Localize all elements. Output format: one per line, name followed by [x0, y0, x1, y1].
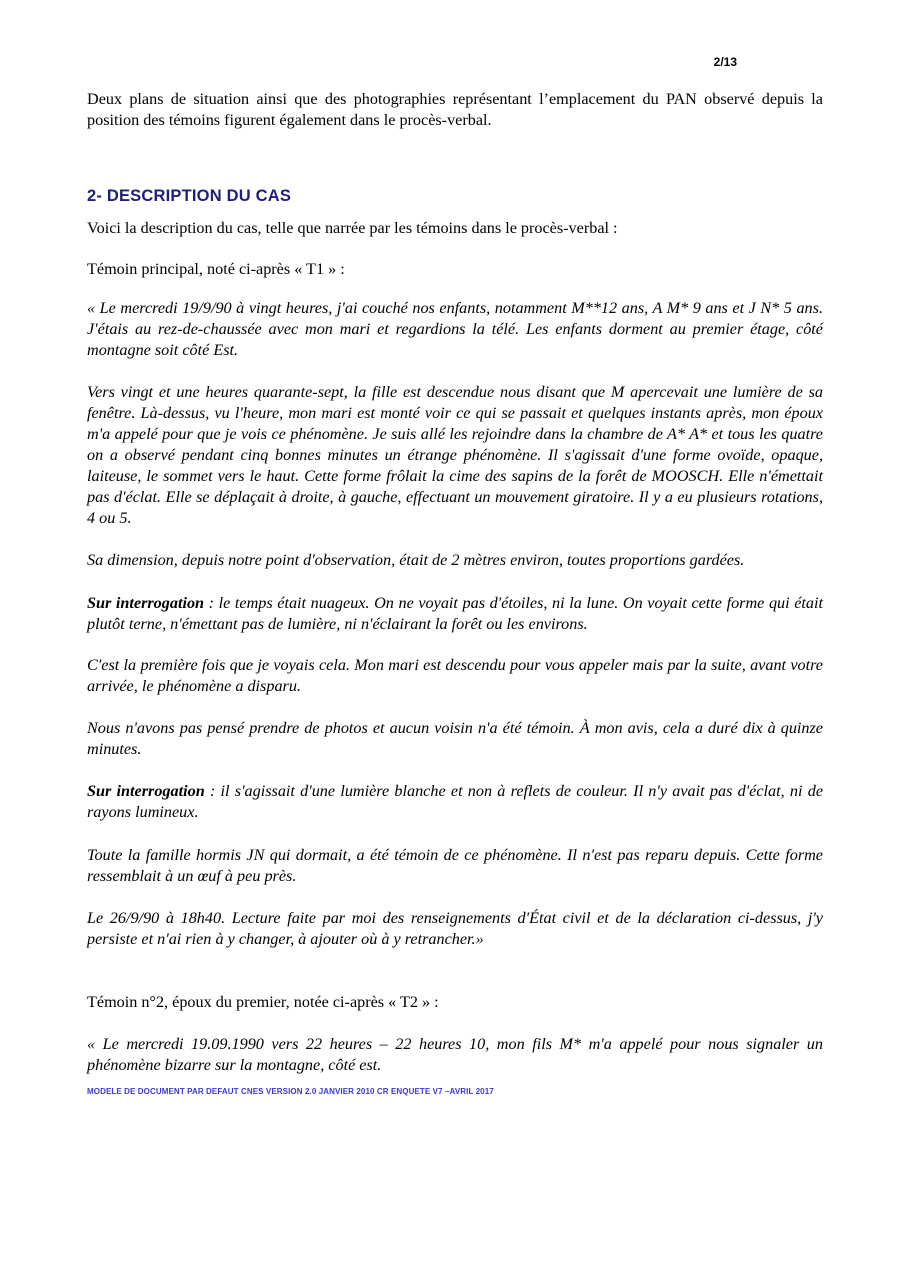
witness1-paragraph-7-text: : il s'agissait d'une lumière blanche et non à reflets de couleur. Il n'y avait pas d'éclat, ni de rayons lumineux.: [87, 782, 823, 821]
interrogation-label-2: Sur interrogation: [87, 782, 205, 800]
witness1-paragraph-1: « Le mercredi 19/9/90 à vingt heures, j'ai couché nos enfants, notamment M**12 ans, A M* 9 ans et J N* 5 ans. J'étais au rez-de-chaussée avec mon mari et regardions la télé. Les enfants dorment au premier étage, côté montagne soit côté Est.: [87, 299, 823, 359]
interrogation-label-1: Sur interrogation: [87, 594, 205, 612]
witness1-paragraph-9: Le 26/9/90 à 18h40. Lecture faite par moi des renseignements d'État civil et de la déclaration ci-dessus, j'y persiste et n'ai rien à y changer, à ajouter où à y retrancher.»: [87, 909, 823, 948]
intro-line: Voici la description du cas, telle que narrée par les témoins dans le procès-verbal :: [87, 219, 618, 237]
witness1-heading: Témoin principal, noté ci-après « T1 » :: [87, 260, 345, 278]
witness1-paragraph-4-text: : le temps était nuageux. On ne voyait pas d'étoiles, ni la lune. On voyait cette forme qui était plutôt terne, n'émettant pas de lumière, ni n'éclairant la forêt ou les environs.: [87, 594, 823, 633]
witness1-paragraph-3: Sa dimension, depuis notre point d'observation, était de 2 mètres environ, toutes proportions gardées.: [87, 551, 745, 569]
witness1-paragraph-8: Toute la famille hormis JN qui dormait, a été témoin de ce phénomène. Il n'est pas reparu depuis. Cette forme ressemblait à un œuf à peu près.: [87, 846, 823, 885]
witness1-paragraph-4: [87, 593, 823, 635]
intro-paragraph: Deux plans de situation ainsi que des photographies représentant l’emplacement du PAN observé depuis la position des témoins figurent également dans le procès-verbal.: [87, 90, 823, 129]
footer: MODELE DE DOCUMENT PAR DEFAUT CNES VERSION 2.0 JANVIER 2010 CR ENQUETE V7 –AVRIL 2017: [87, 1087, 494, 1096]
witness1-paragraph-6: Nous n'avons pas pensé prendre de photos et aucun voisin n'a été témoin. À mon avis, cela a duré dix à quinze minutes.: [87, 719, 823, 758]
witness1-paragraph-2: Vers vingt et une heures quarante-sept, la fille est descendue nous disant que M apercevait une lumière de sa fenêtre. Là-dessus, vu l'heure, mon mari est monté voir ce qui se passait et quelques instants après, mon époux m'a appelé pour que je vois ce phénomène. Je suis allé les rejoindre dans la chambre de A* A* et tous les quatre on a observé pendant cinq bonnes minutes un étrange phénomène. Il s'agissait d'une forme ovoïde, opaque, laiteuse, le sommet vers le haut. Cette forme frôlait la cime des sapins de la forêt de MOOSCH. Elle n'émettait pas d'éclat. Elle se déplaçait à droite, à gauche, effectuant un mouvement giratoire. Il y a eu plusieurs rotations, 4 ou 5.: [87, 383, 823, 527]
page-number: 2/13: [713, 55, 737, 69]
witness2-heading: Témoin n°2, époux du premier, notée ci-après « T2 » :: [87, 993, 439, 1011]
witness1-paragraph-5: C'est la première fois que je voyais cela. Mon mari est descendu pour vous appeler mais par la suite, avant votre arrivée, le phénomène a disparu.: [87, 656, 823, 695]
witness1-paragraph-7: [87, 781, 823, 823]
witness2-paragraph-1: « Le mercredi 19.09.1990 vers 22 heures – 22 heures 10, mon fils M* m'a appelé pour nous signaler un phénomène bizarre sur la montagne, côté est.: [87, 1035, 823, 1074]
section-title: 2- DESCRIPTION DU CAS: [87, 187, 292, 205]
